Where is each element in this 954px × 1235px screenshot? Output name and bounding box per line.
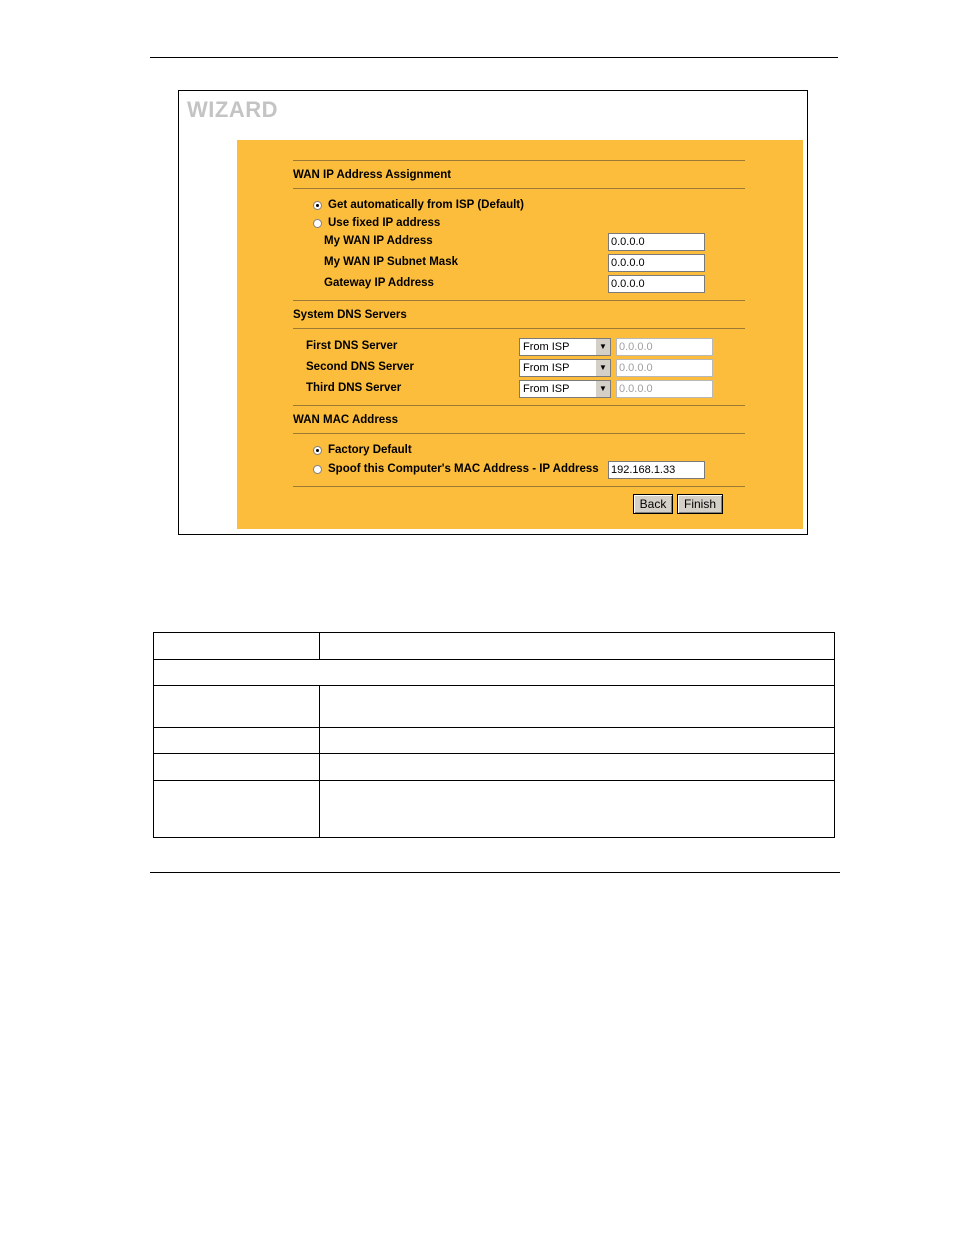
- wizard-title: WIZARD: [187, 97, 278, 122]
- table-section-row: [154, 660, 834, 686]
- header-rule: [150, 57, 838, 58]
- table-row: [154, 686, 834, 728]
- wan-ip-label: My WAN IP Address: [324, 235, 433, 247]
- finish-button[interactable]: Finish: [677, 494, 723, 514]
- wan-ip-input[interactable]: 0.0.0.0: [608, 233, 705, 251]
- radio-auto-from-isp[interactable]: [313, 201, 322, 210]
- radio-auto-label: Get automatically from ISP (Default): [328, 199, 524, 211]
- section-divider: [293, 160, 745, 161]
- radio-fixed-label: Use fixed IP address: [328, 217, 441, 229]
- second-dns-label: Second DNS Server: [306, 361, 415, 373]
- table-row: [154, 754, 834, 781]
- third-dns-mode-value: From ISP: [523, 383, 570, 395]
- radio-factory-default[interactable]: [313, 446, 322, 455]
- column-divider: [319, 633, 320, 659]
- wizard-window: [178, 90, 808, 535]
- subnet-mask-input[interactable]: 0.0.0.0: [608, 254, 705, 272]
- chevron-down-icon[interactable]: ▼: [595, 381, 610, 397]
- column-divider: [319, 754, 320, 780]
- section-divider: [293, 486, 745, 487]
- second-dns-input[interactable]: 0.0.0.0: [616, 359, 713, 377]
- column-divider: [319, 781, 320, 837]
- radio-fixed-ip[interactable]: [313, 219, 322, 228]
- column-divider: [319, 728, 320, 753]
- third-dns-input[interactable]: 0.0.0.0: [616, 380, 713, 398]
- third-dns-label: Third DNS Server: [306, 382, 402, 394]
- radio-factory-default-label: Factory Default: [328, 444, 412, 456]
- dns-section-title: System DNS Servers: [293, 309, 407, 321]
- section-divider: [293, 188, 745, 189]
- table-header-row: [154, 633, 834, 660]
- wizard-panel: [237, 140, 803, 529]
- section-divider: [293, 405, 745, 406]
- field-description-table: [153, 632, 835, 838]
- third-dns-mode-select[interactable]: [519, 380, 611, 398]
- column-divider: [319, 686, 320, 727]
- section-divider: [293, 328, 745, 329]
- back-button[interactable]: Back: [633, 494, 673, 514]
- first-dns-input[interactable]: 0.0.0.0: [616, 338, 713, 356]
- subnet-mask-label: My WAN IP Subnet Mask: [324, 256, 458, 268]
- mac-section-title: WAN MAC Address: [293, 414, 398, 426]
- table-row: [154, 728, 834, 754]
- first-dns-mode-value: From ISP: [523, 341, 570, 353]
- chevron-down-icon[interactable]: ▼: [595, 339, 610, 355]
- footer-rule: [150, 872, 840, 873]
- chevron-down-icon[interactable]: ▼: [595, 360, 610, 376]
- wan-ip-section-title: WAN IP Address Assignment: [293, 169, 452, 181]
- section-divider: [293, 433, 745, 434]
- radio-spoof-mac[interactable]: [313, 465, 322, 474]
- gateway-ip-input[interactable]: 0.0.0.0: [608, 275, 705, 293]
- radio-spoof-mac-label: Spoof this Computer's MAC Address - IP Address: [328, 463, 599, 475]
- second-dns-mode-select[interactable]: [519, 359, 611, 377]
- first-dns-mode-select[interactable]: [519, 338, 611, 356]
- gateway-ip-label: Gateway IP Address: [324, 277, 434, 289]
- section-divider: [293, 300, 745, 301]
- second-dns-mode-value: From ISP: [523, 362, 570, 374]
- spoof-ip-input[interactable]: 192.168.1.33: [608, 461, 705, 479]
- first-dns-label: First DNS Server: [306, 340, 398, 352]
